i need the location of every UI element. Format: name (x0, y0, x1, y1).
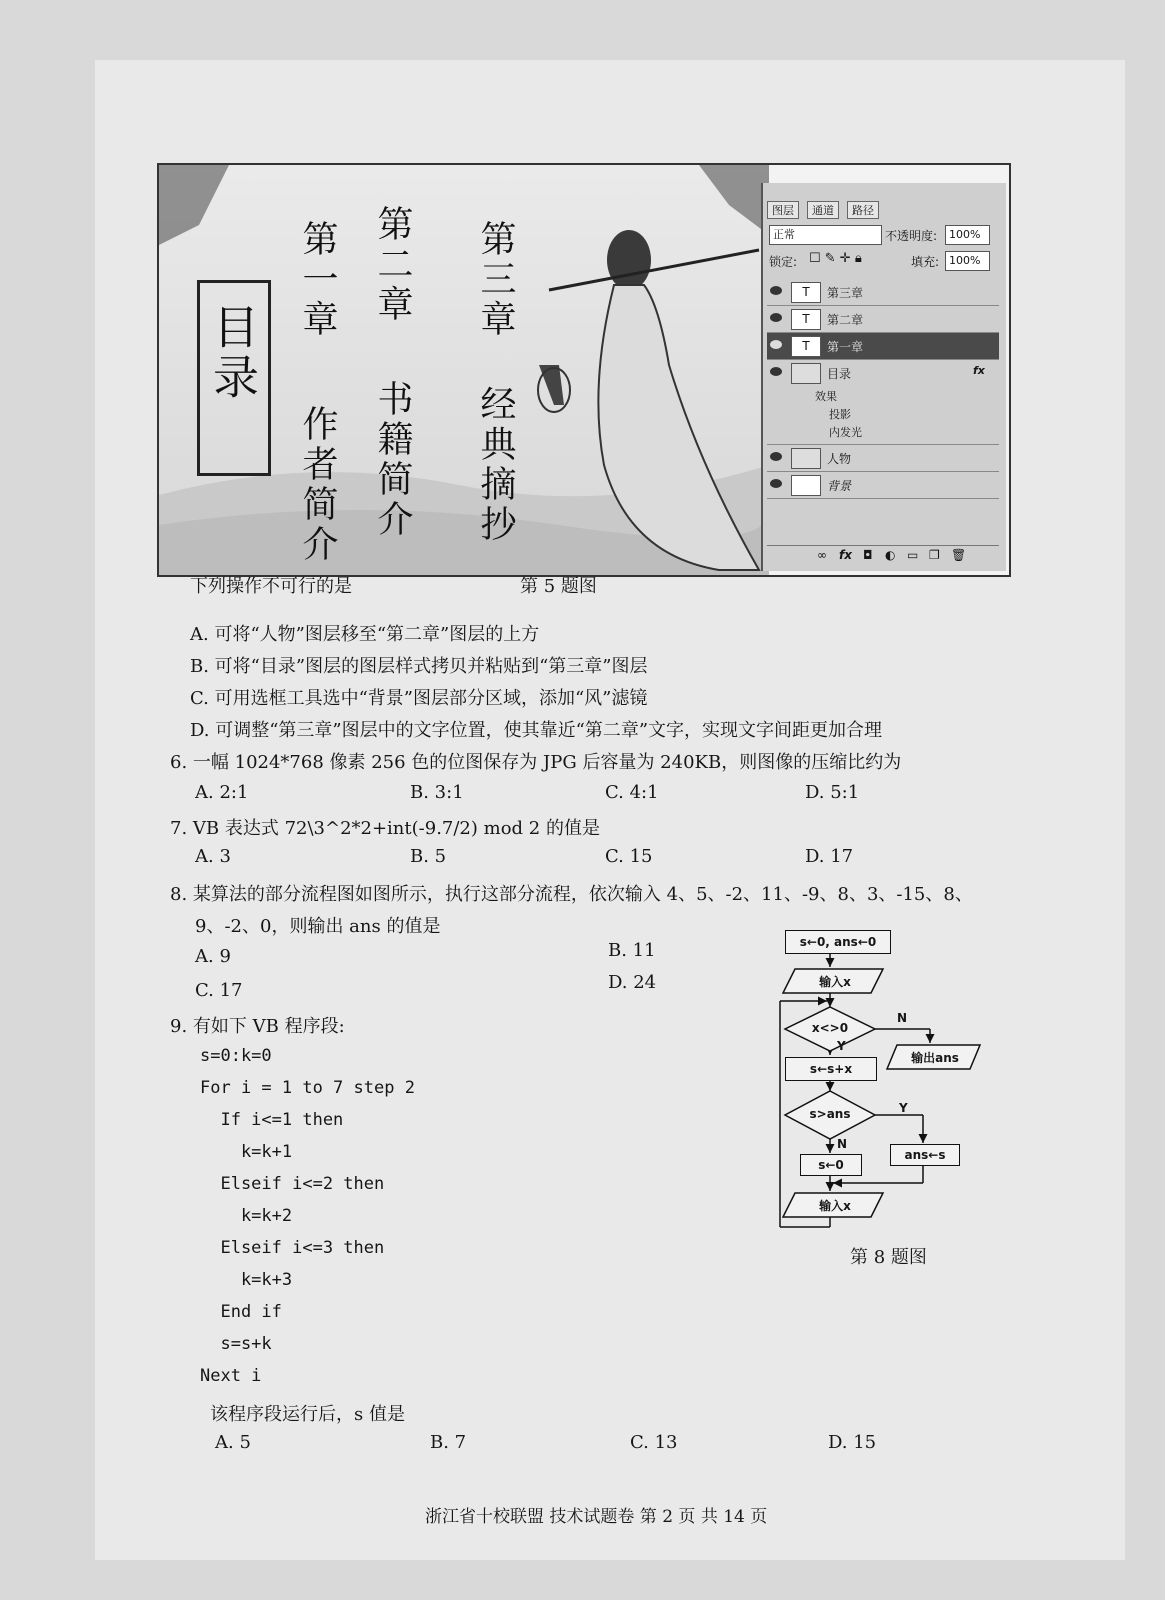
q9-option-b: B. 7 (430, 1432, 467, 1453)
text-layer-icon: T (791, 282, 821, 303)
q6-option-a: A. 2:1 (195, 782, 249, 803)
q7-stem: 7. VB 表达式 72\3^2*2+int(-9.7/2) mod 2 的值是 (170, 818, 600, 839)
page-footer: 浙江省十校联盟 技术试题卷 第 2 页 共 14 页 (425, 1507, 768, 1527)
text-layer-icon: T (791, 336, 821, 357)
new-layer-icon[interactable]: ❐ (929, 548, 940, 562)
q7-option-b: B. 5 (410, 846, 447, 867)
q9-option-d: D. 15 (828, 1432, 877, 1453)
q6-option-b: B. 3:1 (410, 782, 464, 803)
code-line: Elseif i<=2 then (200, 1174, 385, 1194)
fc-input: 输入x (819, 975, 851, 989)
layer-chapter-3[interactable] (767, 279, 999, 306)
q6-option-c: C. 4:1 (605, 782, 659, 803)
panel-bottom-toolbar[interactable] (767, 545, 999, 566)
fc-input-2: 输入x (819, 1199, 851, 1213)
q7-option-d: D. 17 (805, 846, 854, 867)
code-line: k=k+2 (200, 1206, 293, 1226)
mask-icon[interactable]: ◘ (863, 548, 873, 562)
effect-drop-shadow[interactable]: 投影 (829, 408, 851, 421)
q5-option-d: D. 可调整“第三章”图层中的文字位置，使其靠近“第二章”文字，实现文字间距更加合理 (190, 720, 883, 741)
code-line: s=s+k (200, 1334, 272, 1354)
code-line: k=k+3 (200, 1270, 293, 1290)
q8-option-c: C. 17 (195, 980, 243, 1001)
layers-panel (761, 183, 1006, 571)
lock-icons[interactable]: ☐ ✎ ✛ 🔒︎ (809, 251, 862, 266)
fc-assign: ans←s (890, 1144, 960, 1166)
code-line: k=k+1 (200, 1142, 293, 1162)
layer-thumbnail (791, 363, 821, 384)
q8-stem-line1: 8. 某算法的部分流程图如图所示，执行这部分流程，依次输入 4、5、-2、11、-9、8、3、-15、8、 (170, 884, 973, 905)
eye-icon[interactable] (770, 286, 782, 295)
q9-option-c: C. 13 (630, 1432, 678, 1453)
tab-paths[interactable]: 路径 (847, 201, 879, 219)
blend-row (767, 223, 1002, 247)
fc-cond-s: s>ans (809, 1107, 851, 1121)
layer-name: 第三章 (827, 286, 864, 300)
q6-stem: 6. 一幅 1024*768 像素 256 色的位图保存为 JPG 后容量为 240KB，则图像的压缩比约为 (170, 752, 902, 773)
layer-chapter-2[interactable] (767, 306, 999, 333)
code-line: End if (200, 1302, 282, 1322)
text-layer-icon: T (791, 309, 821, 330)
eye-icon[interactable] (770, 340, 782, 349)
opacity-label: 不透明度: (885, 229, 938, 243)
layer-name: 背景 (827, 479, 852, 493)
q9-stem: 9. 有如下 VB 程序段: (170, 1016, 345, 1037)
layer-figure[interactable] (767, 445, 999, 472)
panel-tabs (767, 201, 1002, 219)
blend-mode-select[interactable]: 正常 (769, 225, 882, 245)
eye-icon[interactable] (770, 367, 782, 376)
figure5-caption: 第 5 题图 (520, 576, 597, 597)
q5-option-a: A. 可将“人物”图层移至“第二章”图层的上方 (190, 624, 540, 645)
code-line: If i<=1 then (200, 1110, 344, 1130)
code-line: For i = 1 to 7 step 2 (200, 1078, 415, 1098)
layer-name: 第一章 (827, 340, 864, 354)
fc-init: s←0, ans←0 (785, 930, 891, 954)
fill-label: 填充: (911, 255, 940, 269)
scroll-painting (159, 165, 769, 575)
fx-icon[interactable]: fx (973, 364, 985, 377)
mulu-frame (197, 280, 271, 476)
layer-background[interactable] (767, 472, 999, 499)
group-icon[interactable]: ▭ (907, 548, 919, 562)
fx-button[interactable]: fx (839, 548, 852, 562)
q8-option-d: D. 24 (608, 972, 657, 993)
fc-no-1: N (897, 1011, 908, 1025)
chapter-1-sub: 作者简介 (297, 405, 338, 565)
q6-option-d: D. 5:1 (805, 782, 860, 803)
q7-option-c: C. 15 (605, 846, 653, 867)
chapter-2-title: 第二章 (372, 205, 413, 325)
q5-option-b: B. 可将“目录”图层的图层样式拷贝并粘贴到“第三章”图层 (190, 656, 648, 677)
q5-stem: 下列操作不可行的是 (190, 576, 352, 597)
eye-icon[interactable] (770, 479, 782, 488)
eye-icon[interactable] (770, 313, 782, 322)
fill-input[interactable]: 100% (945, 251, 990, 271)
layer-name: 人物 (827, 452, 852, 466)
layer-name: 第二章 (827, 313, 864, 327)
tab-channels[interactable]: 通道 (807, 201, 839, 219)
q8-stem-line2: 9、-2、0，则输出 ans 的值是 (195, 916, 441, 937)
chapter-3-title: 第三章 (475, 220, 516, 340)
code-line: Next i (200, 1366, 262, 1386)
chapter-1-title: 第一章 (297, 220, 338, 340)
layer-name: 目录 (827, 367, 852, 381)
layer-chapter-1[interactable] (767, 333, 999, 360)
link-icon[interactable]: ∞ (817, 548, 827, 562)
lock-row (767, 249, 1002, 273)
fc-yes-2: Y (899, 1101, 908, 1115)
chapter-3-sub: 经典摘抄 (475, 385, 516, 545)
fc-yes-1: Y (837, 1039, 846, 1053)
layer-mulu[interactable] (767, 360, 999, 445)
chapter-2-sub: 书籍简介 (372, 380, 413, 540)
flowchart-q8 (775, 925, 985, 1270)
fc-cond-x: x<>0 (811, 1021, 849, 1035)
eye-icon[interactable] (770, 452, 782, 461)
mulu-text: 目录 (206, 303, 260, 403)
layer-thumbnail (791, 448, 821, 469)
q9-after: 该程序段运行后，s 值是 (210, 1404, 405, 1425)
fc-add: s←s+x (785, 1057, 877, 1081)
code-line: s=0:k=0 (200, 1046, 272, 1066)
opacity-input[interactable]: 100% (945, 225, 990, 245)
fc-no-2: N (837, 1137, 848, 1151)
figure8-caption: 第 8 题图 (850, 1247, 927, 1268)
q9-code-block (200, 1046, 415, 1398)
adjustment-icon[interactable]: ◐ (885, 548, 896, 562)
lock-label: 锁定: (769, 255, 798, 269)
layer-thumbnail (791, 475, 821, 496)
q5-option-c: C. 可用选框工具选中“背景”图层部分区域，添加“风”滤镜 (190, 688, 648, 709)
trash-icon[interactable]: 🗑︎ (951, 548, 967, 562)
code-line: Elseif i<=3 then (200, 1238, 385, 1258)
fc-reset: s←0 (800, 1154, 862, 1176)
q7-option-a: A. 3 (195, 846, 231, 867)
fc-output: 输出ans (911, 1051, 959, 1065)
q8-option-a: A. 9 (195, 946, 231, 967)
figure-5-screenshot (157, 163, 1011, 577)
q9-option-a: A. 5 (215, 1432, 251, 1453)
effect-inner-glow[interactable]: 内发光 (829, 426, 862, 439)
effects-label: 效果 (815, 390, 837, 403)
tab-layers[interactable]: 图层 (767, 201, 799, 219)
q8-option-b: B. 11 (608, 940, 656, 961)
